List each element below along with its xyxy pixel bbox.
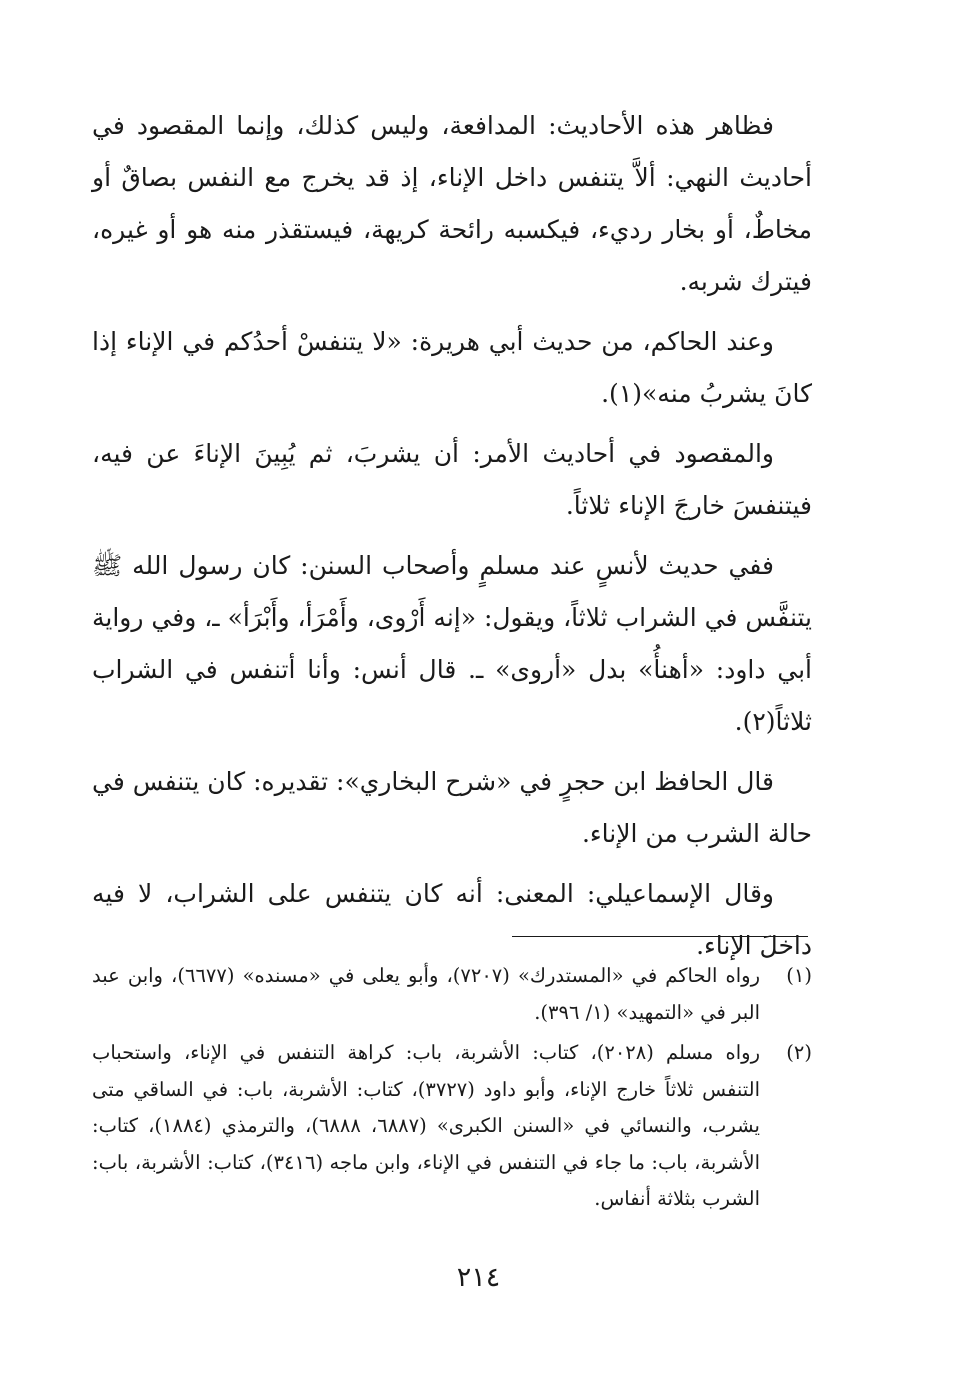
page-number: ٢١٤: [456, 1262, 501, 1293]
main-text: [92, 100, 812, 980]
paragraph: وقال الإسماعيلي: المعنى: أنه كان يتنفس على الشراب، لا فيه داخلَ الإناء.: [92, 879, 812, 960]
paragraph: والمقصود في أحاديث الأمر: أن يشربَ، ثم يُبِينَ الإناءَ عن فيه، فيتنفسَ خارجَ الإناء ثلاثاً.: [92, 439, 812, 520]
footnote-number: (٢): [786, 1041, 812, 1064]
paragraph: ففي حديث لأنسٍ عند مسلمٍ وأصحاب السنن: كان رسول الله ﷺ يتنفَّس في الشراب ثلاثاً، ويقول: «إنه أَرْوى، وأَمْرَأ، وأَبْرَأ» ـ، وفي رواية أبي داود: «أهنأُ» بدل «أروى» ـ. قال أنس: وأنا أتنفس في الشراب ثلاثاً(٢).: [92, 551, 812, 736]
footnote: [92, 1035, 812, 1218]
footnotes: [92, 958, 812, 1222]
footnote-text: رواه مسلم (٢٠٢٨)، كتاب: الأشربة، باب: كراهة التنفس في الإناء، واستحباب التنفس ثلاثاً خارج الإناء، وأبو داود (٣٧٢٧)، كتاب: الأشربة، باب: في الساقي متى يشرب، والنسائي في «السنن الكبرى» (٦٨٨٧، ٦٨٨٨)، والترمذي (١٨٨٤)، كتاب: الأشربة، باب: ما جاء في التنفس في الإناء، وابن ماجه (٣٤١٦)، كتاب: الأشربة، باب: الشرب بثلاثة أنفاس.: [92, 1041, 760, 1210]
footnote-number: (١): [786, 964, 812, 987]
footnote: [92, 958, 812, 1031]
paragraph: وعند الحاكم، من حديث أبي هريرة: «لا يتنفسْ أحدُكم في الإناء إذا كانَ يشربُ منه»(١).: [92, 327, 812, 408]
footnote-text: رواه الحاكم في «المستدرك» (٧٢٠٧)، وأبو يعلى في «مسنده» (٦٦٧٧)، وابن عبد البر في «التمهيد» (١/ ٣٩٦).: [92, 964, 760, 1024]
paragraph: فظاهر هذه الأحاديث: المدافعة، وليس كذلك، وإنما المقصود في أحاديث النهي: ألاَّ يتنفس داخل الإناء، إذ قد يخرج مع النفس بصاقٌ أو مخاطٌ، أو بخار رديء، فيكسبه رائحة كريهة، فيستقذر منه هو أو غيره، فيترك شربه.: [92, 111, 812, 296]
paragraph: قال الحافظ ابن حجرٍ في «شرح البخاري»: تقديره: كان يتنفس في حالة الشرب من الإناء.: [92, 767, 812, 848]
footnote-separator: [512, 936, 808, 937]
